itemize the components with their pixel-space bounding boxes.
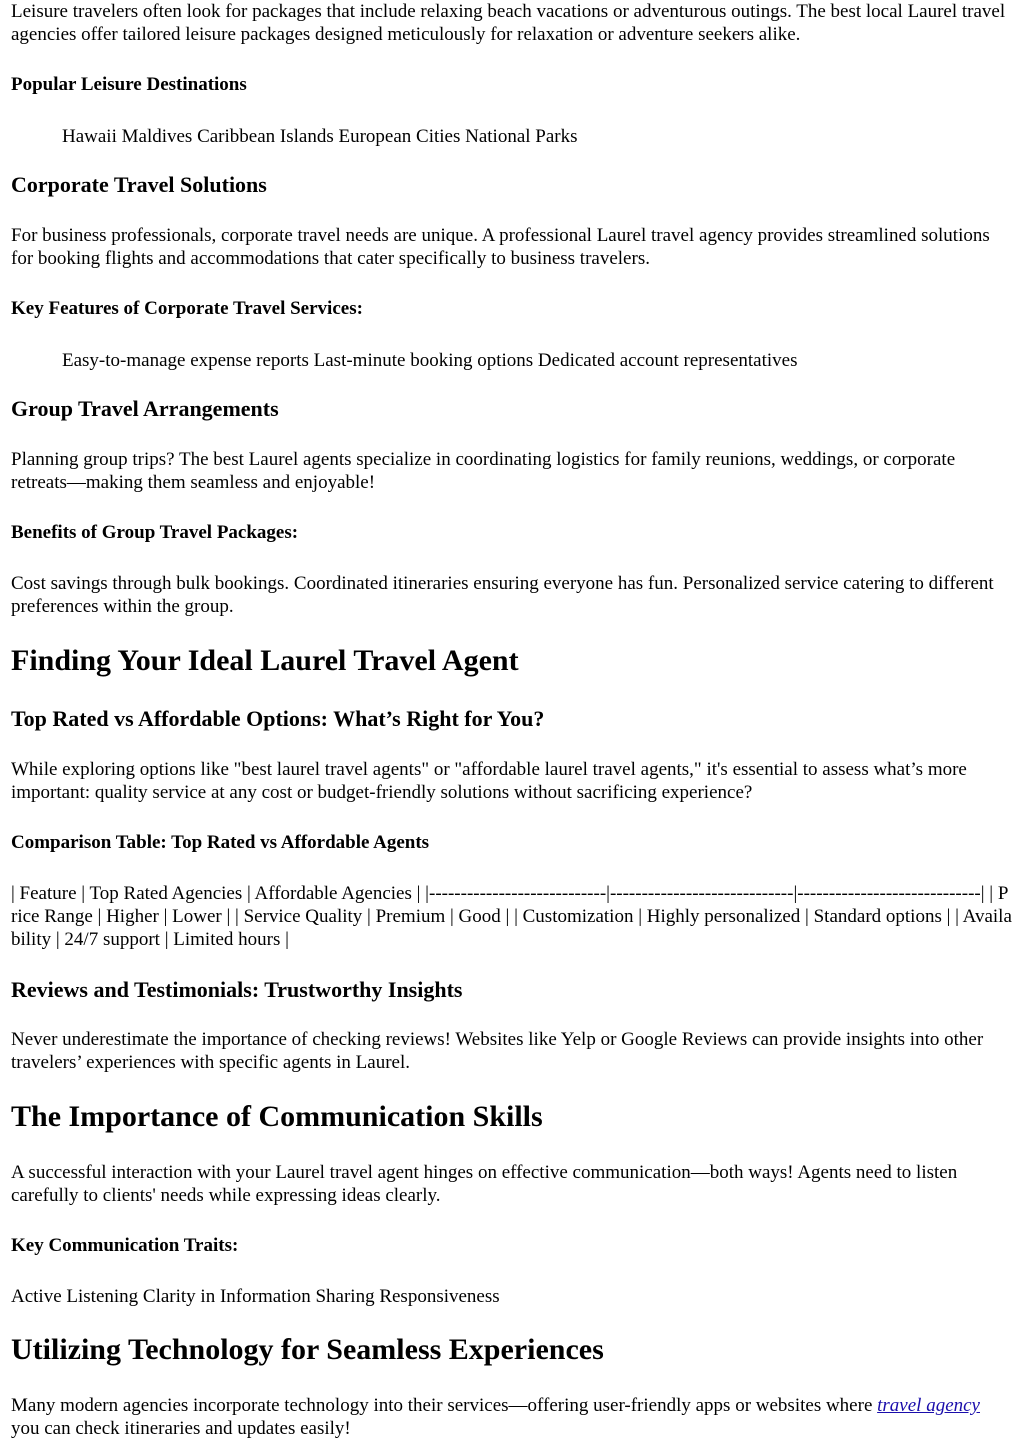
finding-agent-heading: Finding Your Ideal Laurel Travel Agent — [11, 644, 519, 677]
group-travel-paragraph: Planning group trips? The best Laurel agents specialize in coordinating logistics for family reunions, weddings, or corporate retreats—making them seamless and enjoyable! — [11, 449, 956, 493]
communication-traits-list: Active Listening Clarity in Information Sharing Responsiveness — [11, 1286, 500, 1307]
reviews-paragraph: Never underestimate the importance of checking reviews! Websites like Yelp or Google Reviews can provide insights into other travelers’ experiences with specific agents in Laurel. — [11, 1029, 984, 1073]
popular-destinations-heading: Popular Leisure Destinations — [11, 74, 247, 95]
group-benefits-heading: Benefits of Group Travel Packages: — [11, 522, 299, 543]
communication-paragraph: A successful interaction with your Laurel travel agent hinges on effective communication—both ways! Agents need to listen carefully to clients' needs while expressing ideas clearly. — [11, 1162, 958, 1206]
travel-agency-link[interactable]: travel agency — [877, 1395, 980, 1416]
corporate-travel-heading: Corporate Travel Solutions — [11, 172, 267, 197]
destinations-list: Hawaii Maldives Caribbean Islands European Cities National Parks — [62, 126, 578, 147]
communication-traits-heading: Key Communication Traits: — [11, 1235, 239, 1256]
technology-paragraph — [11, 1394, 1013, 1440]
corporate-features-list: Easy-to-manage expense reports Last-minute booking options Dedicated account representatives — [62, 350, 798, 371]
group-benefits-list: Cost savings through bulk bookings. Coordinated itineraries ensuring everyone has fun. Personalized service catering to different preferences within the group. — [11, 573, 994, 617]
communication-heading: The Importance of Communication Skills — [11, 1100, 543, 1133]
reviews-heading: Reviews and Testimonials: Trustworthy Insights — [11, 977, 463, 1002]
leisure-intro-paragraph: Leisure travelers often look for packages that include relaxing beach vacations or adventurous outings. The best local Laurel travel agencies offer tailored leisure packages designed meticulously for relaxation or adventure seekers alike. — [11, 1, 1006, 45]
corporate-features-heading: Key Features of Corporate Travel Services: — [11, 298, 363, 319]
options-paragraph: While exploring options like "best laurel travel agents" or "affordable laurel travel agents," it's essential to assess what’s more important: quality service at any cost or budget-friendly solutions without sacrificing experience? — [11, 759, 967, 803]
comparison-table-heading: Comparison Table: Top Rated vs Affordable Agents — [11, 832, 430, 853]
technology-text-before: Many modern agencies incorporate technology into their services—offering user-friendly apps or websites where — [11, 1395, 878, 1416]
comparison-table-text: | Feature | Top Rated Agencies | Affordable Agencies | |----------------------------|-----------------------------|-----------------------------| | Price Range | Higher | Lower | | Service Quality | Premium | Good | | Customization | Highly personalized | Standard options | | Availability | 24/7 support | Limited hours | — [11, 883, 1012, 950]
technology-heading: Utilizing Technology for Seamless Experiences — [11, 1333, 604, 1366]
top-rated-vs-affordable-heading: Top Rated vs Affordable Options: What’s Right for You? — [11, 706, 545, 731]
technology-text-after: you can check itineraries and updates easily! — [11, 1418, 351, 1439]
group-travel-heading: Group Travel Arrangements — [11, 396, 279, 421]
corporate-travel-paragraph: For business professionals, corporate travel needs are unique. A professional Laurel travel agency provides streamlined solutions for booking flights and accommodations that cater specifically to business travelers. — [11, 225, 990, 269]
